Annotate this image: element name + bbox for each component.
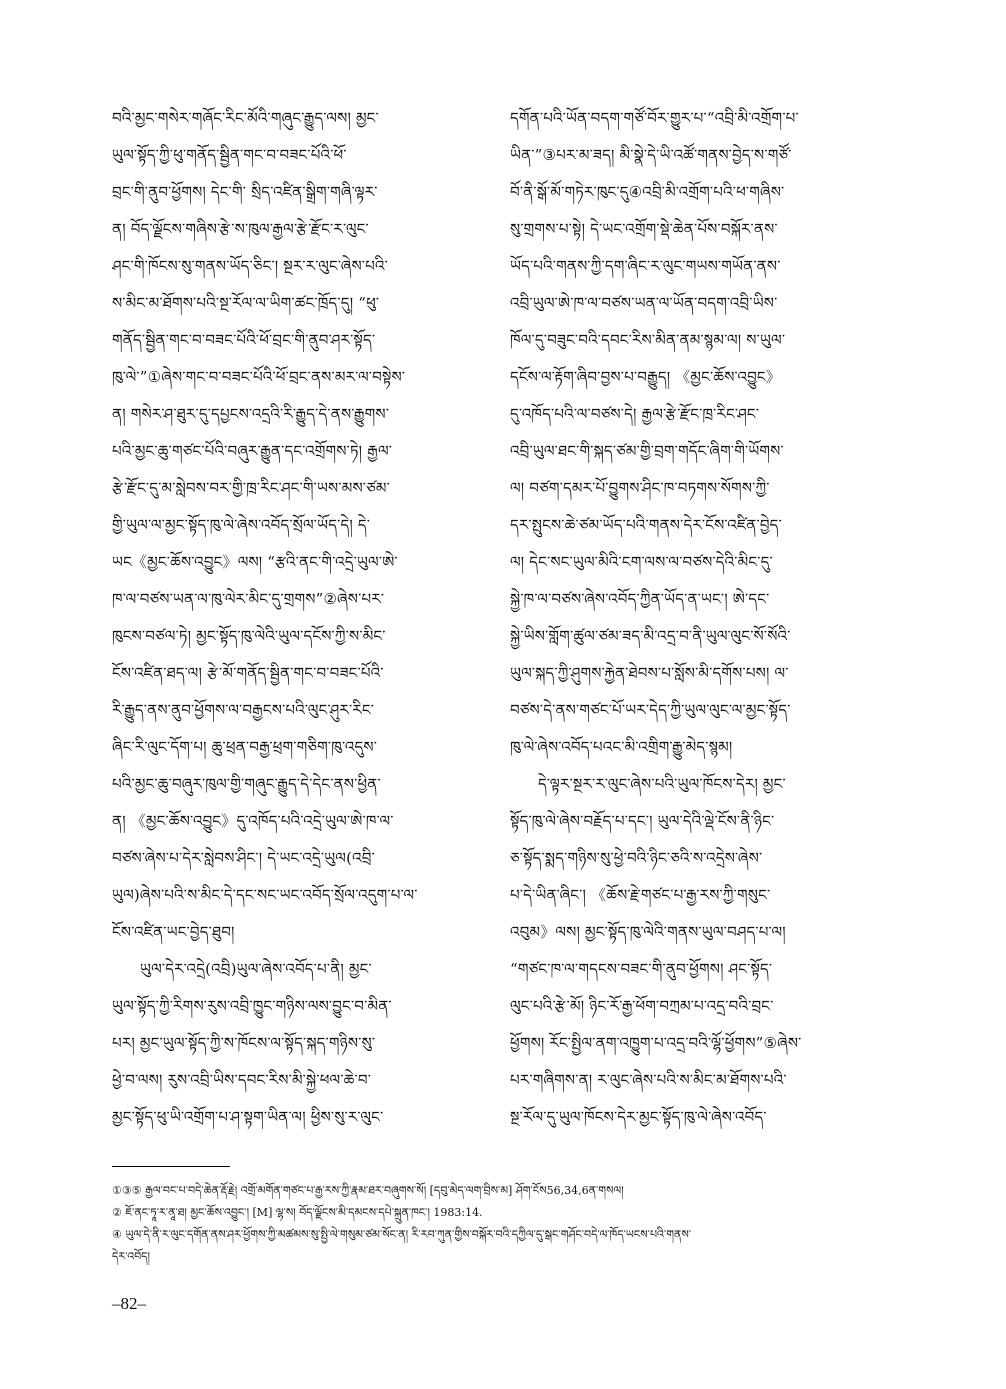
text-line: བཙས་ཞེས་པ་དེར་སླེབས་ཤིང་། དེ་ཡང་འདྲེ་ཡུལ(འབྲི་ [112, 849, 375, 867]
footnote-2: ② ཇོ་ནང་ཏཱ་ར་ནཱ་ཐ། མྱང་ཆོས་འབྱུང་། [M] ལྷ་ས། བོད་ལྗོངས་མི་དམངས་དཔེ་སྐྲུན་ཁང་། 1983:14. [112, 1206, 483, 1219]
text-line: འབྲི་ཡུལ་ཨེ་ཁ་ལ་བཙས་ཡན་ལ་ཡོན་བདག་འབྲི་ཡིས་ [510, 294, 778, 312]
text-line: དུ་འཁོད་པའི་ལ་བཙས་དེ། རྒྱལ་རྩེ་རྫོང་ཁྲ་རིང་ཤང་ [510, 405, 760, 423]
text-line: ས་མིང་མ་ཐོགས་པའི་སྔ་རོལ་ལ་ཡིག་ཚང་ཁྲོད་དུ། “ཕུ་ [112, 294, 380, 312]
text-line: ཅ་སྟོད་སྨད་གཉིས་སུ་ཕྱེ་བའི་ཉིང་ཅའི་ས་འདྲེས་ཞེས་ [510, 849, 763, 867]
text-line: ཡུལ་དེར་འདྲེ(འབྲི)ཡུལ་ཞེས་འབོད་པ་ནི། མྱང་ [140, 960, 372, 978]
text-line: པའི་མྱང་ཆུ་བཞུར་ཁུལ་གྱི་གཞུང་རྒྱུད་དེ་དེང་ནས་ཕྱིན་ [112, 775, 381, 793]
text-line: སྐྱེ་ཁ་ལ་བཙས་ཞེས་འབོད་ཀྱིན་ཡོད་ན་ཡང་། ཨེ་དང་ [510, 590, 770, 608]
text-line: བའི་མྱང་གསེར་གཞོང་རིང་མོའི་གཞུང་རྒྱུད་ལས། མྱང་ [112, 109, 379, 127]
text-line: ཁུངས་བཙལ་ཏེ། མྱང་སྟོད་ཁུ་ལེའི་ཡུལ་དངོས་ཀྱི་ས་མིང་ [112, 627, 386, 645]
text-line: སུ་གྲགས་པ་སྟེ། དེ་ཡང་འགྲོག་སྡེ་ཆེན་པོས་བསྐོར་ནས་ [510, 220, 778, 238]
text-line: ཡིན་”③པར་མ་ཟད། མི་སྣེ་དེ་ཡི་འཚོ་གནས་བྱེད་ས་གཙོ་ [510, 146, 792, 164]
text-line: དགོན་པའི་ཡོན་བདག་གཙོ་བོར་གྱུར་པ་“འབྲི་མི་འགྲོག་པ་ [510, 109, 799, 127]
text-line: “གཙང་ཁ་ལ་གདངས་བཟང་གི་ནུབ་ཕྱོགས། ཤང་སྟོད་ [510, 960, 773, 978]
text-line: ཡུལ་སྐད་ཀྱི་ཤུགས་རྐྱེན་ཐེབས་པ་སློས་མི་དགོས་པས། ལ་ [510, 664, 789, 682]
text-line: འབུམ》ལས། མྱང་སྟོད་ཁུ་ལེའི་གནས་ཡུལ་བཤད་པ་ལ། [510, 923, 786, 941]
text-line: ཕྱོགས། རོང་སྤྱིལ་ནག་འཁྱུག་པ་འདྲ་བའི་ལྷོ་ཕྱོགས”⑤ཞེས་ [510, 1034, 802, 1052]
text-line: ཡུལ་སྟོད་ཀྱི་རིགས་རུས་འབྲི་ཁྱུང་གཉིས་ལས་བྱུང་བ་མིན་ [112, 997, 392, 1015]
text-line: དེ་ལྟར་སྔར་ར་ལུང་ཞེས་པའི་ཡུལ་ཁོངས་དེར། མྱང་ [538, 775, 786, 793]
left-text-column [112, 100, 492, 1136]
text-line: སྟོད་ཁུ་ལེ་ཞེས་བརྗོད་པ་དང་། ཡུལ་དེའི་ལྡེ་ངོས་ནི་ཉིང་ [510, 812, 775, 830]
text-line: རྩེ་རྫོང་དུ་མ་སླེབས་བར་གྱི་ཁྲ་རིང་ཤང་གི་ཡས་མས་ཙམ་ [112, 479, 390, 497]
footnote-1: ①③⑤ རྒྱལ་བང་པ་བདེ་ཆེན་རྡོ་རྗེ། འགྲོ་མགོན་གཙང་པ་རྒྱ་རས་ཀྱི་རྣམ་ཐར་བཞུགས་སོ། [དབུ་མེད་ལག་བྲིས་མ] ཤོག་ངོས56,34,6ན་གསལ། [112, 1184, 624, 1197]
text-line: ལ། དེང་སང་ཡུལ་མིའི་ངག་ལས་ལ་བཙས་དེའི་མིང་དུ་ [510, 553, 773, 571]
text-line: གནོད་སྦྱིན་གང་བ་བཟང་པོའི་ཕོ་བྲང་གི་ནུབ་ཤར་སྟོད་ [112, 331, 376, 349]
text-line: རི་རྒྱུད་ནས་ནུབ་ཕྱོགས་ལ་བརྒྱངས་པའི་ལུང་ཤུར་རིང་ [112, 701, 375, 719]
text-line: ཁུ་ལེ་ཞེས་འབོད་པའང་མི་འགྲིག་རྒྱུ་མེད་སྙམ། [510, 738, 733, 756]
text-line: གྱི་ཡུལ་ལ་མྱང་སྟོད་ཁུ་ལེ་ཞེས་འབོད་སྲོལ་ཡོད་དེ། དེ་ [112, 516, 371, 534]
text-line: དར་སྤུངས་ཆེ་ཙམ་ཡོད་པའི་གནས་དེར་ངོས་འཛིན་བྱེད་ [510, 516, 782, 534]
text-line: ངོས་འཛིན་ཡང་བྱེད་ཐུབ། [112, 923, 235, 941]
text-line: ཞིང་རི་ལུང་དོག་པ། ཆུ་ཕྲན་བརྒྱ་ཕྲག་གཅིག་ཁུ་འདུས་ [112, 738, 378, 756]
text-line: ལུང་པའི་རྩེ་མོ། ཉིང་རོ་རྒྱ་ཕོག་བཀྲམ་པ་འདྲ་བའི་བྲང་ [510, 997, 774, 1015]
text-line: ཤང་གི་ཁོངས་སུ་གནས་ཡོད་ཅིང་། སྔར་ར་ལུང་ཞེས་པའི་ [112, 257, 388, 275]
text-line: ཡང《མྱང་ཆོས་འབྱུང》ལས། “རྩའི་ནང་གི་འདྲེ་ཡུལ་ཨེ་ [112, 553, 398, 571]
text-line: ཕྱེ་བ་ལས། རུས་འབྲི་ཡིས་དབང་རིས་མི་སྐྱེ་ཕལ་ཆེ་བ་ [112, 1071, 372, 1089]
page-number: –82– [112, 1294, 146, 1313]
text-line: ངོས་འཛིན་ཐད་ལ། རྩེ་མོ་གནོད་སྦྱིན་གང་བ་བཟང་པོའི་ [112, 664, 384, 682]
footnote-4-continued: དེར་འབོད། [112, 1250, 150, 1263]
right-text-column [510, 100, 890, 1136]
text-line: བོ་ནི་སྒོ་མོ་གཏེར་ཁུང་དུ④འབྲི་མི་འགྲོག་པའི་ཕ་གཞིས་ [510, 183, 785, 201]
text-line: འབྲི་ཡུལ་ཐང་གི་སྐད་ཙམ་གྱི་བྲག་གདོང་ཞིག་གི་ཡོགས་ [510, 442, 784, 460]
text-line: མྱང་སྟོད་ཕུ་ཡི་འགྲོག་པ་ཤ་སྟག་ཡིན་ལ། ཕྱིས་སུ་ར་ལུང་ [112, 1108, 384, 1126]
text-line: ཡུལ་སྟོད་ཀྱི་ཕུ་གནོད་སྦྱིན་གང་བ་བཟང་པོའི་ཕོ་ [112, 146, 347, 164]
text-line: དངོས་ལ་རྟོག་ཞིབ་བྱས་པ་བརྒྱུད། 《མྱང་ཆོས་འབྱུང》 [510, 368, 781, 386]
text-line: པར་གཞིགས་ན། ར་ལུང་ཞེས་པའི་ས་མིང་མ་ཐོགས་པའི་ [510, 1071, 787, 1089]
text-line: ན། 《མྱང་ཆོས་འབྱུང》དུ་འཁོད་པའི་འདྲེ་ཡུལ་ཨེ་ཁ་ལ་ [112, 812, 394, 830]
text-line: ཡོད་པའི་གནས་ཀྱི་དག་ཞིང་ར་ལུང་གཡས་གཡོན་ནས་ [510, 257, 781, 275]
text-line: སྐྱེ་ཡིས་གློག་ཚུལ་ཙམ་ཟད་མི་འདྲ་བ་ནི་ཡུལ་ལུང་སོ་སོའི་ [510, 627, 791, 645]
text-line: སྔ་རོལ་དུ་ཡུལ་ཁོངས་དེར་མྱང་སྟོད་ཁུ་ལེ་ཞེས་འབོད་ [510, 1108, 767, 1126]
text-line: པའི་མྱང་ཆུ་གཙང་པོའི་བཞུར་རྒྱུན་དང་འགྲོགས་ཏེ། རྒྱལ་ [112, 442, 393, 460]
text-line: པ་དེ་ཡིན་ཞིང་། 《ཆོས་རྗེ་གཙང་པ་རྒྱ་རས་ཀྱི་གསུང་ [510, 886, 771, 904]
footnotes [112, 1180, 912, 1268]
text-line: བྲང་གི་ནུབ་ཕྱོགས། དེང་གི་ སྲིད་འཛིན་སྒྲིག་གཞི་ལྟར་ [112, 183, 378, 201]
footnote-separator [112, 1166, 230, 1167]
text-line: པར། མྱང་ཡུལ་སྟོད་ཀྱི་ས་ཁོངས་ལ་སྟོད་སྐད་གཉིས་སུ་ [112, 1034, 376, 1052]
text-line: ཁུ་ལེ་”①ཞེས་གང་བ་བཟང་པོའི་ཕོ་བྲང་ནས་མར་ལ་བསྟེས་ [112, 368, 406, 386]
text-line: ཡུལ)ཞེས་པའི་ས་མིང་དེ་དང་སང་ཡང་འབོད་སྲོལ་འདུག་པ་ལ་ [112, 886, 418, 904]
text-line: བཙས་དེ་ནས་གཙང་པོ་ཡར་དེད་ཀྱི་ཡུལ་ལུང་ལ་མྱང་སྟོད་ [510, 701, 791, 719]
text-line: ཁ་ལ་བཙས་ཡན་ལ་ཁུ་ལེར་མིང་དུ་གྲགས”②ཞེས་པར་ [112, 590, 385, 608]
text-line: ན། གསེར་ཤ་ཐུར་དུ་དཔྱངས་འདྲའི་རི་རྒྱུད་དེ་ནས་རྒྱུགས་ [112, 405, 390, 423]
text-line: ན། བོད་ལྗོངས་གཞིས་རྩེ་ས་ཁུལ་རྒྱལ་རྩེ་རྫོང་ར་ལུང་ [112, 220, 369, 238]
text-line: ལ། བཙག་དམར་པོ་བྱུགས་ཤིང་ཁ་བཏགས་སོགས་ཀྱི་ [510, 479, 770, 497]
footnote-4: ④ ཡུལ་དེ་ནི་ར་ལུང་དགོན་ནས་ཤར་ཕྱོགས་ཀྱི་མཚམས་སུ་སྤྱི་ལེ་གསུམ་ཙམ་སོང་ན། རི་རབ་ཀུན་གྱིས་བསྐོར་བའི་དཀྱིལ་དུ་སྒང་གཤོང་བདེ་ལ་ཁོད་ཡངས་པའི་གནས་ [112, 1228, 692, 1241]
text-line: ཁོལ་དུ་བཟུང་བའི་དབང་རིས་མིན་ནམ་སྙམ་ལ། ས་ཡུལ་ [510, 331, 786, 349]
